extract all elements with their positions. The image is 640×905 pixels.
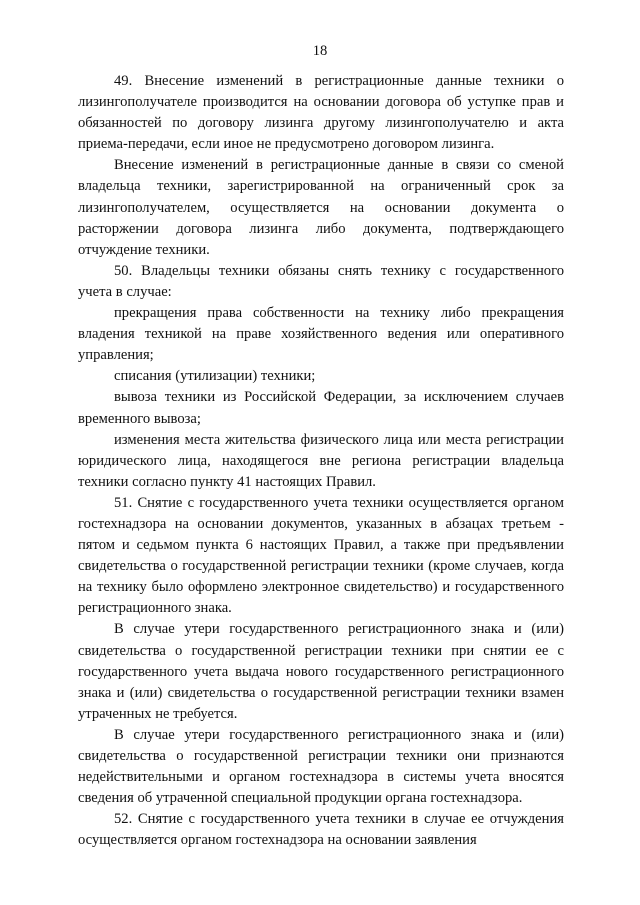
- paragraph-51-part-3: В случае утери государственного регистрационного знака и (или) свидетельства о государственной регистрации техники они признаются недействительными и органом гостехнадзора в системы учета вносятся сведения об утраченной специальной продукции органа гостехнадзора.: [78, 726, 564, 807]
- paragraph-50: 50. Владельцы техники обязаны снять технику с государственного учета в случае:: [78, 262, 564, 300]
- paragraph-49: 49. Внесение изменений в регистрационные данные техники о лизингополучателе производится на основании договора об уступке прав и обязанностей по договору лизинга другому лизингополучателю и акта приема-передачи, если иное не предусмотрено договором лизинга.: [78, 73, 564, 153]
- paragraph-49-part-2: Внесение изменений в регистрационные данные в связи со сменой владельца техники, зарегистрированной на ограниченный срок за лизингополучателем, осуществляется на основании документа о расторжении договора лизинга либо документа, подтверждающего отчуждение техники.: [78, 157, 564, 258]
- paragraph-51: 51. Снятие с государственного учета техники осуществляется органом гостехнадзора на основании документов, указанных в абзацах третьем - пятом и седьмом пункта 6 настоящих Правил, а также при предъявлении свидетельства о государственной регистрации техники (кроме случаев, когда на технику было оформлено электронное свидетельство) и государственного регистрационного знака.: [78, 494, 564, 617]
- paragraph-50-case-4: изменения места жительства физического лица или места регистрации юридического лица, находящегося вне региона регистрации владельца техники согласно пункту 41 настоящих Правил.: [78, 431, 564, 490]
- paragraph-50-case-2: списания (утилизации) техники;: [114, 368, 316, 385]
- paragraph-50-case-1: прекращения права собственности на технику либо прекращения владения техникой на праве хозяйственного ведения или оперативного управления;: [78, 305, 564, 364]
- paragraph-50-case-3: вывоза техники из Российской Федерации, за исключением случаев временного вывоза;: [78, 389, 564, 427]
- page-number: 18: [312, 43, 328, 59]
- paragraph-52: 52. Снятие с государственного учета техники в случае ее отчуждения осуществляется органом гостехнадзора на основании заявления: [78, 811, 564, 849]
- document-body: [78, 71, 564, 851]
- paragraph-51-part-2: В случае утери государственного регистрационного знака и (или) свидетельства о государственной регистрации техники при снятии ее с государственного учета выдача нового государственного регистрационного знака и (или) свидетельства о государственной регистрации техники взамен утраченных не требуется.: [78, 621, 564, 722]
